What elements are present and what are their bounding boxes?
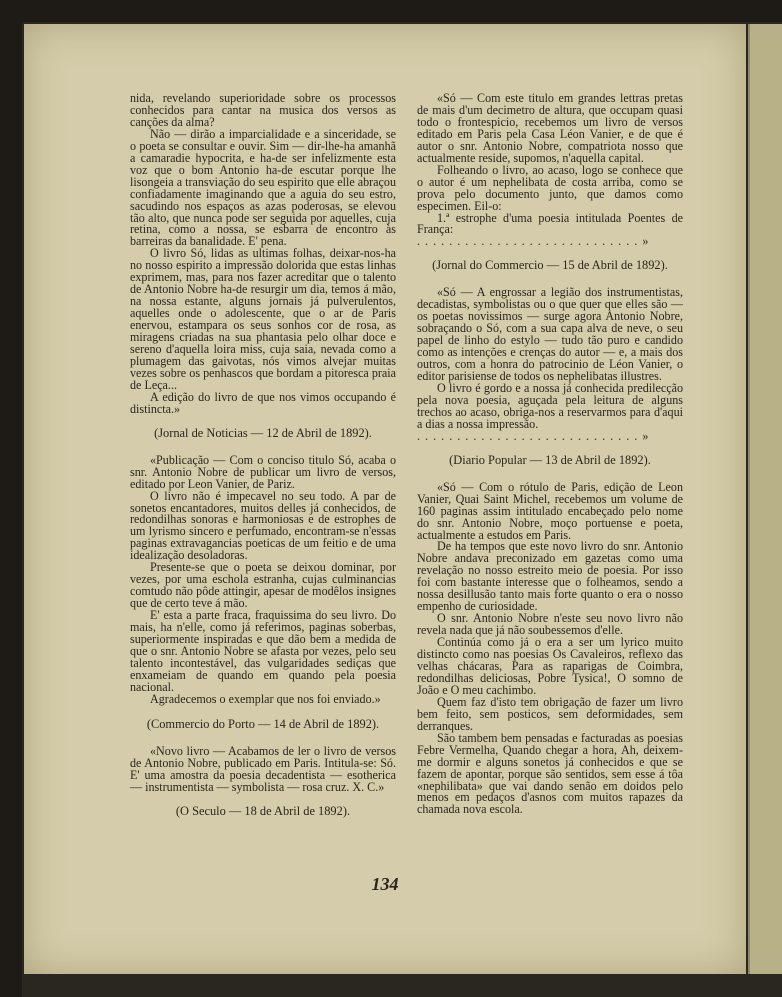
book-page xyxy=(24,24,746,974)
paragraph: São tambem bem pensadas e facturadas as poesias Febre Vermelha, Quando chegar a hora, Ah, deixem-me dormir e alguns sonetos já conhecidos e que se fazem de apontar, porque são sentidos, sem esse á tôa «nephilibata» que vai dando senão em doidos pelo menos em pedaços d'asnos com muitos rapazes da chamada nova escola. xyxy=(417,730,683,817)
source-citation: (Jornal de Noticias — 12 de Abril de 1892). xyxy=(154,425,372,440)
paragraph: Presente-se que o poeta se deixou dominar, por vezes, por uma eschola estranha, cujas culminancias comtudo não pôde attingir, apesar de modêlos insignes que de certo teve á mão. xyxy=(130,560,396,611)
paragraph: Quem faz d'isto tem obrigação de fazer um livro bem feito, sem posticos, sem deformidades, sem derranques. xyxy=(417,694,683,733)
paragraph: O livro Só, lidas as ultimas folhas, deixar-nos-ha no nosso espirito a impressão dolorida que estas linhas exprimem, mas, para nos fazer acreditar que o talento de Antonio Nobre ha-de resurgir um dia, temos á mão, na nossa estante, alguns jornais já pulverulentos, aquelles onde o adolescente, que o ar de Paris enervou, estampara os seus sonhos cor de rosa, as miragens criadas na sua phantasia pelo olhar doce e sereno d'aquella loira miss, cuja saia, nevada como a plumagem das gaivotas, nós vimos alvejar muitas vezes sobre os penhascos que bordam a pitoresca praia de Leça... xyxy=(130,246,396,392)
source-citation: (O Seculo — 18 de Abril de 1892). xyxy=(175,804,351,819)
paragraph: Continúa como já o era a ser um lyrico muito distincto como nas poesias Os Cavaleiros, reflexo das velhas chácaras, Para as raparigas de Coimbra, redondilhas deliciosas, Pobre Tysica!, O somno de João e O meu cachimbo. xyxy=(417,635,683,697)
right-column xyxy=(417,93,683,816)
paragraph: «Novo livro — Acabamos de ler o livro de versos de Antonio Nobre, publicado em Paris. Intitula-se: Só. E' uma amostra da poesia decadentista — esotherica — instrumentista — symbolista — rosa cruz. X. C.» xyxy=(130,743,396,794)
adjacent-page-edge xyxy=(748,24,782,974)
paragraph: Agradecemos o exemplar que nos foi enviado.» xyxy=(150,691,381,706)
paragraph: Não — dirão a imparcialidade e a sinceridade, se o poeta se consultar e ouvir. Sim — dir-lhe-ha amanhã a camaradie hypocrita, e ha-de ser infelizmente esta voz que o bom Antonio ha-de escutar porque lhe lisongeia a transviação do seu espirito que elle abraçou confiadamente imaginando que a aguia do seu estro, sacudindo nos espaços as azas poderosas, se elevou tão alto, que nunca pode ser seguida por aquelles, cuja retina, como a nossa, se esbarra de encontro às barreiras da banalidade. E' pena. xyxy=(130,126,396,249)
paragraph: O livro não é impecavel no seu todo. A par de sonetos encantadores, muitos delles já conhecidos, de redondilhas sonoras e harmoniosas e de estrophes de um lyrismo sincero e perfumado, encontram-se n'essas paginas extravagancias poeticas de um feitio e de uma idealização desoladoras. xyxy=(130,488,396,563)
paragraph: «Só — Com o rótulo de Paris, edição de Leon Vanier, Quai Saint Michel, recebemos um volume de 160 paginas assim intitulado encabeçado pelo nome do snr. Antonio Nobre, moço portuense e poeta, actualmente a estudos em Paris. xyxy=(417,479,683,542)
paragraph: 1.ª estrophe d'uma poesia intitulada Poentes de França: xyxy=(417,210,683,237)
paragraph: De ha tempos que este novo livro do snr. Antonio Nobre andava preconizado em gazetas como uma revelação no nosso estreito meio de poesia. Por isso foi com bastante interesse que o folheamos, sendo a nossa desillusão tanto mais forte quanto o era o nosso empenho de curiosidade. xyxy=(417,539,683,614)
scanner-background-left xyxy=(0,0,22,997)
page-number: 134 xyxy=(371,874,399,894)
source-citation: (Diario Popular — 13 de Abril de 1892). xyxy=(449,452,651,467)
paragraph: O snr. Antonio Nobre n'este seu novo livro não revela nada que já não soubessemos d'elle. xyxy=(417,611,683,638)
paragraph: O livro é gordo e a nossa já conhecida predilecção pela nova poesia, aguçada pela leitura de alguns trechos ao acaso, obriga-nos a reservarmos para d'aqui a dias a nossa impressão. xyxy=(417,380,683,431)
paragraph: «Só — A engrossar a legião dos instrumentistas, decadistas, symbolistas ou o que quer que elles são — os poetas novissimos — surge agora Antonio Nobre, sobraçando o Só, com a sua capa alva de neve, o seu papel de linho do estylo — tudo tão puro e candido como as intenções e crenças do autor — e, a mais dos outros, com a honra do patrocinio de Léon Vanier, o editor parisiense de todos os nephelibatas illustres. xyxy=(417,285,683,384)
paragraph: nida, revelando superioridade sobre os processos conhecidos para cantar na musica dos versos as canções da alma? xyxy=(130,91,396,129)
ellipsis-line: . . . . . . . . . . . . . . . . . . . . . . . . . . . . » xyxy=(417,430,650,443)
paragraph: Folheando o livro, ao acaso, logo se conhece que o autor é um nephelibata de costa arriba, como se prova pelo documento junto, que damos como especimen. Eil-o: xyxy=(417,162,683,213)
left-column xyxy=(130,93,396,833)
paragraph: «Publicação — Com o conciso titulo Só, acaba o snr. Antonio Nobre de publicar um livro de versos, editado por Leon Vanier, de Pariz. xyxy=(130,452,396,491)
ellipsis-line: . . . . . . . . . . . . . . . . . . . . . . . . . . . . » xyxy=(417,236,650,249)
scanner-background-top xyxy=(0,0,782,22)
source-citation: (Jornal do Commercio — 15 de Abril de 1892). xyxy=(432,258,668,273)
paragraph: «Só — Com este titulo em grandes lettras pretas de mais d'um decimetro de altura, que occupam quasi todo o frontespicio, recebemos um livro de versos editado em Paris pela Casa Léon Vanier, e de que é autor o snr. Antonio Nobre, compatriota nosso que actualmente reside, supomos, n'aquella capital. xyxy=(417,91,683,165)
paragraph: E' esta a parte fraca, fraquissima do seu livro. Do mais, ha n'elle, como já referimos, paginas soberbas, superiormente inspiradas e que dão bem a medida de que o snr. Antonio Nobre se afasta por vezes, pelo seu talento incontestável, das vulgaridades sediças que enxameiam de quando em quando pela poesia nacional. xyxy=(130,608,396,694)
paragraph: A edição do livro de que nos vimos occupando é distincta.» xyxy=(130,389,396,416)
source-citation: (Commercio do Porto — 14 de Abril de 1892). xyxy=(146,716,380,731)
